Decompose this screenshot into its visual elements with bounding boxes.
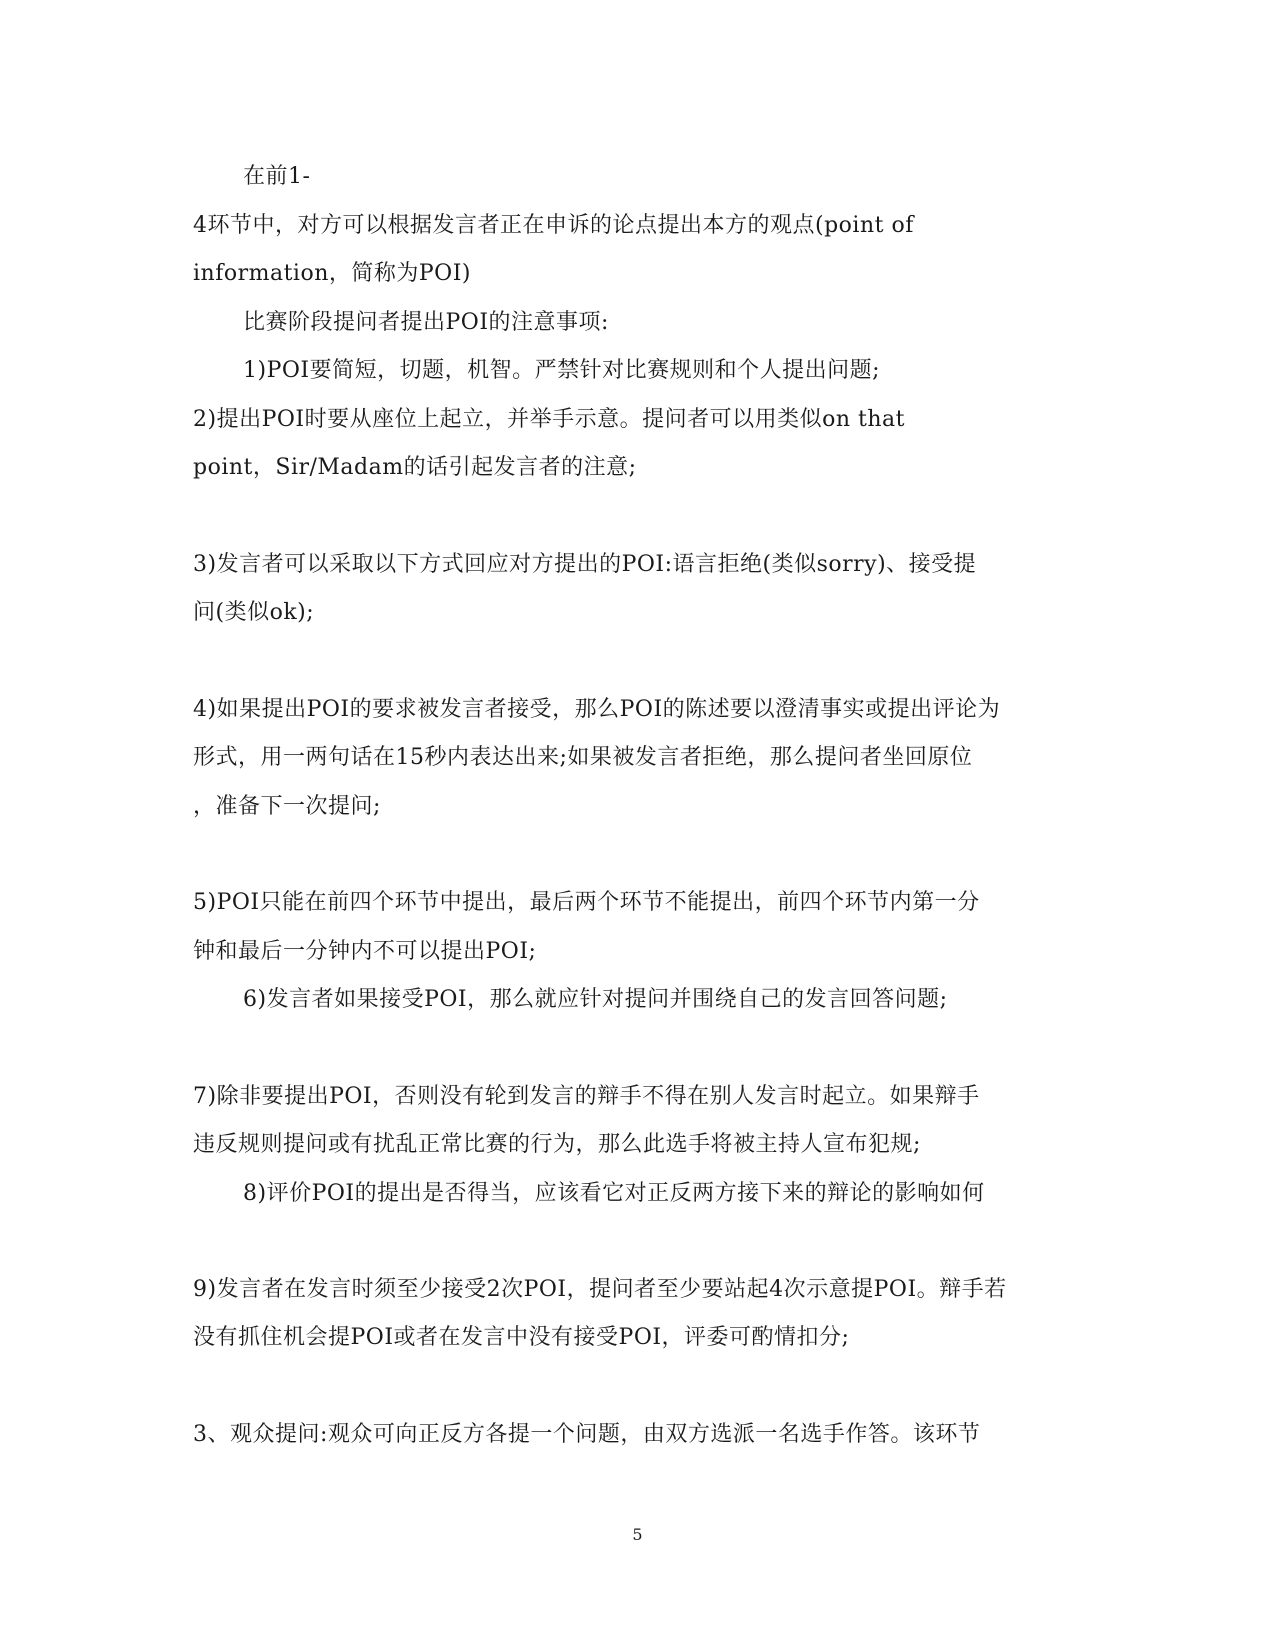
text-line: 4)如果提出POI的要求被发言者接受，那么POI的陈述要以澄清事实或提出评论为 <box>193 697 1001 722</box>
text-line: ，准备下一次提问; <box>193 794 381 819</box>
text-line: 3、观众提问:观众可向正反方各提一个问题，由双方选派一名选手作答。该环节 <box>193 1422 981 1447</box>
text-line: 6)发言者如果接受POI，那么就应针对提问并围绕自己的发言回答问题; <box>243 987 948 1012</box>
text-line: 5)POI只能在前四个环节中提出，最后两个环节不能提出，前四个环节内第一分 <box>193 890 980 915</box>
text-line: 9)发言者在发言时须至少接受2次POI，提问者至少要站起4次示意提POI。辩手若 <box>193 1277 1007 1302</box>
text-line: information，简称为POI) <box>193 261 471 286</box>
text-line: point，Sir/Madam的话引起发言者的注意; <box>193 455 637 480</box>
text-line: 违反规则提问或有扰乱正常比赛的行为，那么此选手将被主持人宣布犯规; <box>193 1132 921 1157</box>
text-line: 钟和最后一分钟内不可以提出POI; <box>193 939 537 964</box>
text-line: 形式，用一两句话在15秒内表达出来;如果被发言者拒绝，那么提问者坐回原位 <box>193 745 973 770</box>
text-line: 3)发言者可以采取以下方式回应对方提出的POI:语言拒绝(类似sorry)、接受提 <box>193 552 977 577</box>
text-line: 2)提出POI时要从座位上起立，并举手示意。提问者可以用类似on that <box>193 407 905 432</box>
text-line: 8)评价POI的提出是否得当，应该看它对正反两方接下来的辩论的影响如何 <box>243 1181 985 1206</box>
text-line: 4环节中，对方可以根据发言者正在申诉的论点提出本方的观点(point of <box>193 213 914 238</box>
text-line: 没有抓住机会提POI或者在发言中没有接受POI，评委可酌情扣分; <box>193 1325 850 1350</box>
text-line: 问(类似ok); <box>193 600 315 625</box>
text-line: 7)除非要提出POI，否则没有轮到发言的辩手不得在别人发言时起立。如果辩手 <box>193 1084 980 1109</box>
page-number: 5 <box>632 1525 643 1544</box>
text-line: 比赛阶段提问者提出POI的注意事项: <box>243 310 609 335</box>
text-line: 1)POI要简短，切题，机智。严禁针对比赛规则和个人提出问题; <box>243 358 881 383</box>
text-line: 在前1- <box>243 164 311 189</box>
